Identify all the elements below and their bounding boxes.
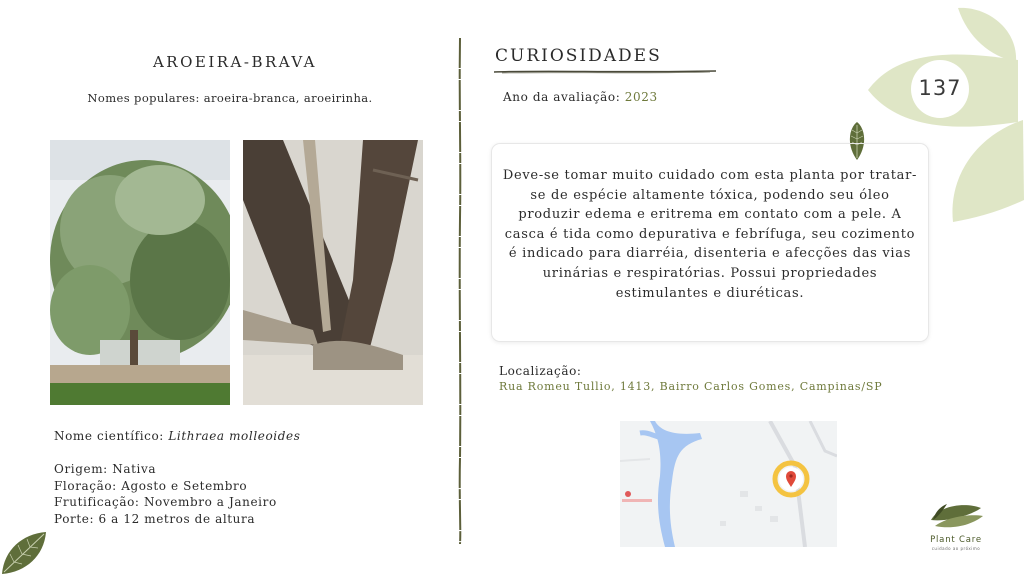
scientific-name-row	[54, 428, 300, 445]
fruiting: Frutificação: Novembro a Janeiro	[54, 495, 277, 510]
column-divider	[455, 38, 465, 544]
leaf-icon	[0, 530, 48, 576]
location-address: Rua Romeu Tullio, 1413, Bairro Carlos Gomes, Campinas/SP	[499, 380, 883, 393]
scientific-label: Nome científico:	[54, 429, 169, 443]
evaluation-year	[503, 90, 658, 104]
plant-facts	[54, 428, 300, 528]
curiosities-text: Deve-se tomar muito cuidado com esta planta por tratar-se de espécie altamente tóxica, podendo seu óleo produzir edema e eritrema em contato com a pele. A casca é tida como depurativa e febrífuga, seu cozimento é indicado para diarréia, disenteria e afecções das vias urinárias e respiratórias. Possui propriedades estimulantes e diuréticas.	[502, 168, 918, 301]
flowering: Floração: Agosto e Setembro	[54, 478, 248, 493]
plant-title: AROEIRA-BRAVA	[152, 53, 318, 71]
curiosities-card	[491, 143, 929, 342]
tree-photo	[50, 140, 230, 405]
location-map[interactable]	[620, 421, 837, 547]
plant-care-logo-icon	[921, 500, 991, 560]
popular-names: Nomes populares: aroeira-branca, aroeirinha.	[87, 91, 373, 105]
map-icon	[620, 421, 837, 547]
curiosities-title: CURIOSIDADES	[495, 46, 662, 66]
location-label: Localização:	[499, 364, 582, 378]
brand-name: Plant Care	[930, 535, 982, 545]
trunk-photo	[243, 140, 423, 405]
year-value: 2023	[624, 90, 658, 104]
trunk-photo-icon	[243, 140, 423, 405]
brand-tagline: cuidado ao próximo	[931, 546, 981, 551]
origin: Origem: Nativa	[54, 461, 157, 476]
tree-photo-icon	[50, 140, 230, 405]
page-number: 137	[918, 76, 962, 100]
scientific-name: Lithraea molleoides	[168, 429, 301, 443]
year-label: Ano da avaliação:	[503, 90, 625, 104]
title-underline	[492, 66, 718, 76]
size: Porte: 6 a 12 metros de altura	[54, 512, 256, 527]
